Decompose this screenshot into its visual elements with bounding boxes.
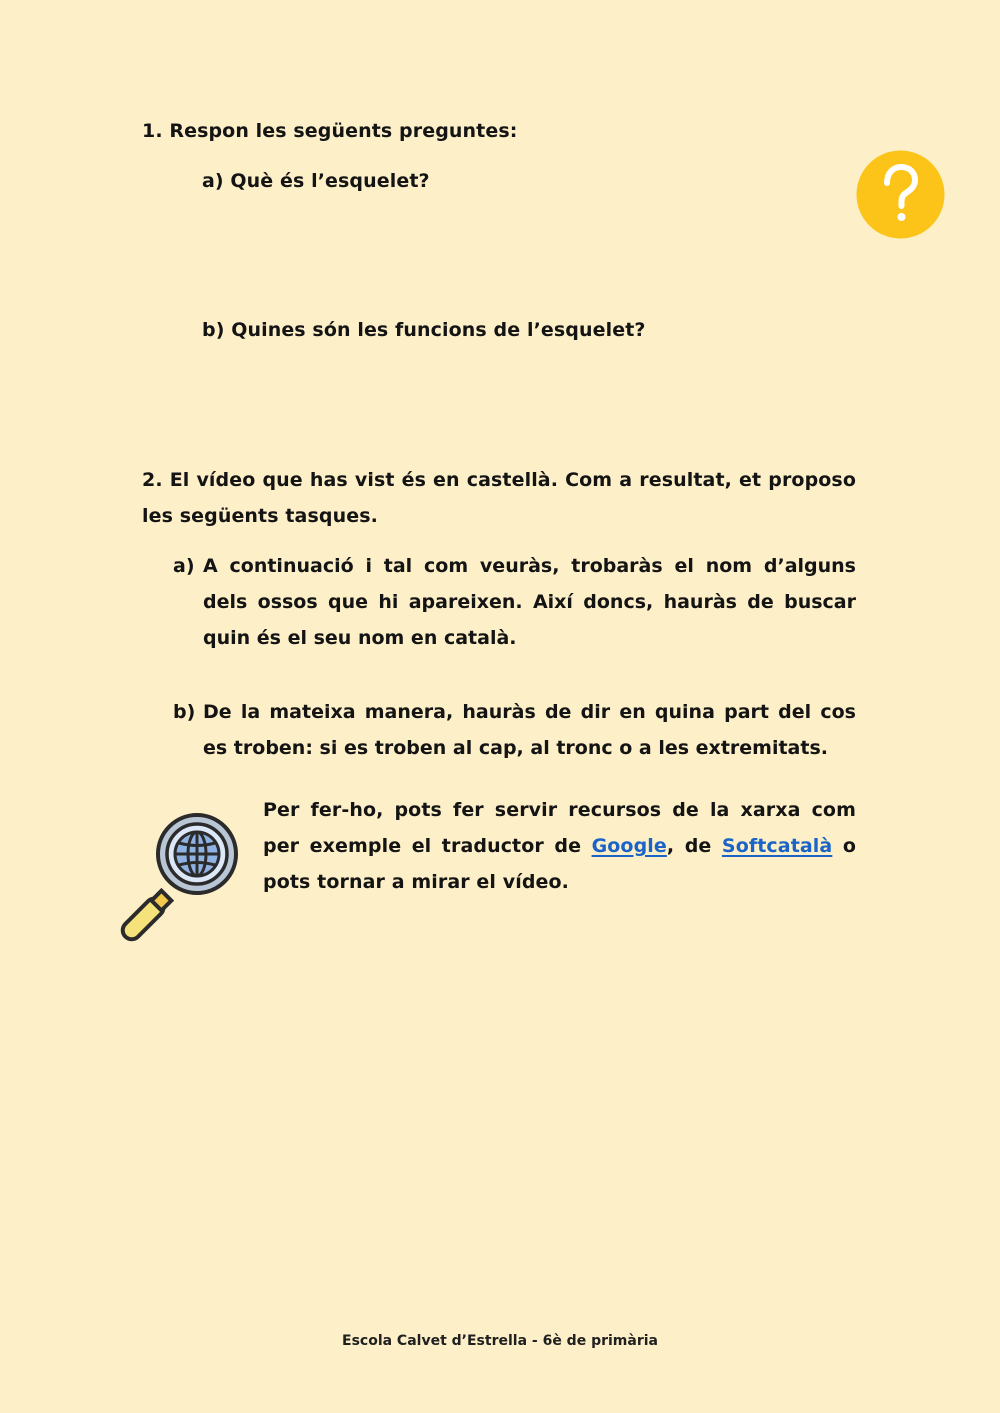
question-mark-icon: [856, 150, 945, 239]
task-item-b-text: De la mateixa manera, hauràs de dir en quina part del cos es troben: si es troben al cap, al tronc o a les extremitats.: [203, 701, 856, 759]
magnifying-glass-globe-icon: [108, 810, 243, 945]
task-item-b-marker: b): [173, 701, 196, 723]
task-item-a-marker: a): [173, 555, 195, 577]
question-1-heading: 1. Respon les següents preguntes:: [142, 120, 518, 142]
page-footer: Escola Calvet d’Estrella - 6è de primària: [342, 1333, 658, 1349]
resources-text-before: Per fer-ho, pots fer servir recursos de la xarxa com per exemple el traductor de: [263, 799, 856, 857]
task-item-b: [173, 694, 856, 768]
question-1a: a) Què és l’esquelet?: [202, 170, 430, 192]
task-item-a-text: A continuació i tal com veuràs, trobaràs el nom d’alguns dels ossos que hi apareixen. Així doncs, hauràs de buscar quin és el seu nom en català.: [203, 555, 856, 649]
task-item-a: [173, 548, 856, 658]
question-1b: b) Quines són les funcions de l’esquelet?: [202, 319, 646, 341]
resources-text-between: , de: [666, 835, 722, 857]
resources-text-after: o pots tornar a mirar el vídeo.: [263, 835, 857, 893]
question-2-intro: 2. El vídeo que has vist és en castellà. Com a resultat, et proposo les següents tasques.: [142, 469, 856, 527]
google-link[interactable]: Google: [591, 835, 667, 857]
resources-paragraph: [263, 792, 856, 900]
softcatala-link[interactable]: Softcatalà: [721, 835, 833, 857]
